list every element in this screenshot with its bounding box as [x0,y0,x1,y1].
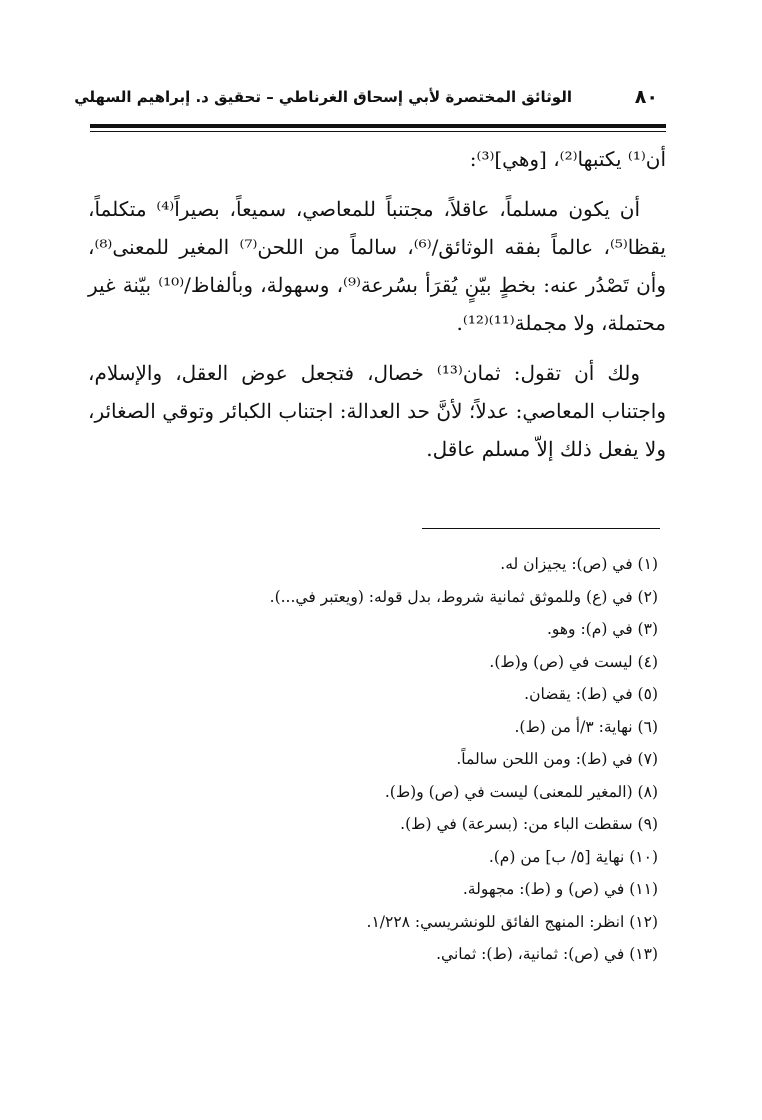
footnote-1: (١) في (ص): يجيزان له. [500,555,658,573]
footnote-2: (٢) في (ع) وللموثق ثمانية شروط، بدل قوله: (ويعتبر في...). [269,587,658,606]
footnote-4: (٤) ليست في (ص) و(ط). [489,652,658,671]
header-rule-thin [90,131,666,132]
footnotes [88,548,666,971]
footnote-8: (٨) (المغير للمعنى) ليست في (ص) و(ط). [384,782,658,801]
footnote-11: (١١) في (ص) و (ط): مجهولة. [462,880,658,898]
footnote-6: (٦) نهاية: ٣/أ من (ط). [514,717,658,736]
footnote-5: (٥) في (ط): يقضان. [524,685,658,703]
body-paragraph-2: أن يكون مسلماً، عاقلاً، مجتنباً للمعاصي، سميعاً، بصيراً⁽⁴⁾ متكلماً، يقظا⁽⁵⁾، عالماً بفقه الوثائق/⁽⁶⁾، سالماً من اللحن⁽⁷⁾ المغير للمعنى⁽⁸⁾، وأن تَصْدُر عنه: بخطٍ بيّنٍ يُقرَأ بسُرعة⁽⁹⁾، وسهولة، وبألفاظ/⁽¹⁰⁾ بيّنة غير محتملة، ولا مجملة⁽¹¹⁾⁽¹²⁾. [88,197,666,335]
body-paragraph-3: ولك أن تقول: ثمان⁽¹³⁾ خصال، فتجعل عوض العقل، والإسلام، واجتناب المعاصي: عدلاً؛ لأنَّ حد العدالة: اجتناب الكبائر وتوقي الصغائر، ولا يفعل ذلك إلاّ مسلم عاقل. [88,361,666,461]
page-number: ٨٠ [634,86,658,108]
footnote-7: (٧) في (ط): ومن اللحن سالماً. [456,750,658,768]
main-text [88,140,666,468]
footnote-10: (١٠) نهاية [٥/ ب] من (م). [488,847,658,866]
footnote-3: (٣) في (م): وهو. [546,620,658,638]
footnote-separator [422,528,660,529]
footnote-13: (١٣) في (ص): ثمانية، (ط): ثماني. [436,945,658,963]
footnote-9: (٩) سقطت الباء من: (بسرعة) في (ط). [400,815,658,833]
body-paragraph-1: أن⁽¹⁾ يكتبها⁽²⁾، [وهي]⁽³⁾: [469,147,666,171]
page-header [74,86,664,122]
header-rule-thick [90,124,666,128]
running-title: الوثائق المختصرة لأبي إسحاق الغرناطي – تحقيق د. إبراهيم السهلي [74,88,572,106]
footnote-12: (١٢) انظر: المنهج الفائق للونشريسي: ١/٢٢٨. [366,912,658,931]
